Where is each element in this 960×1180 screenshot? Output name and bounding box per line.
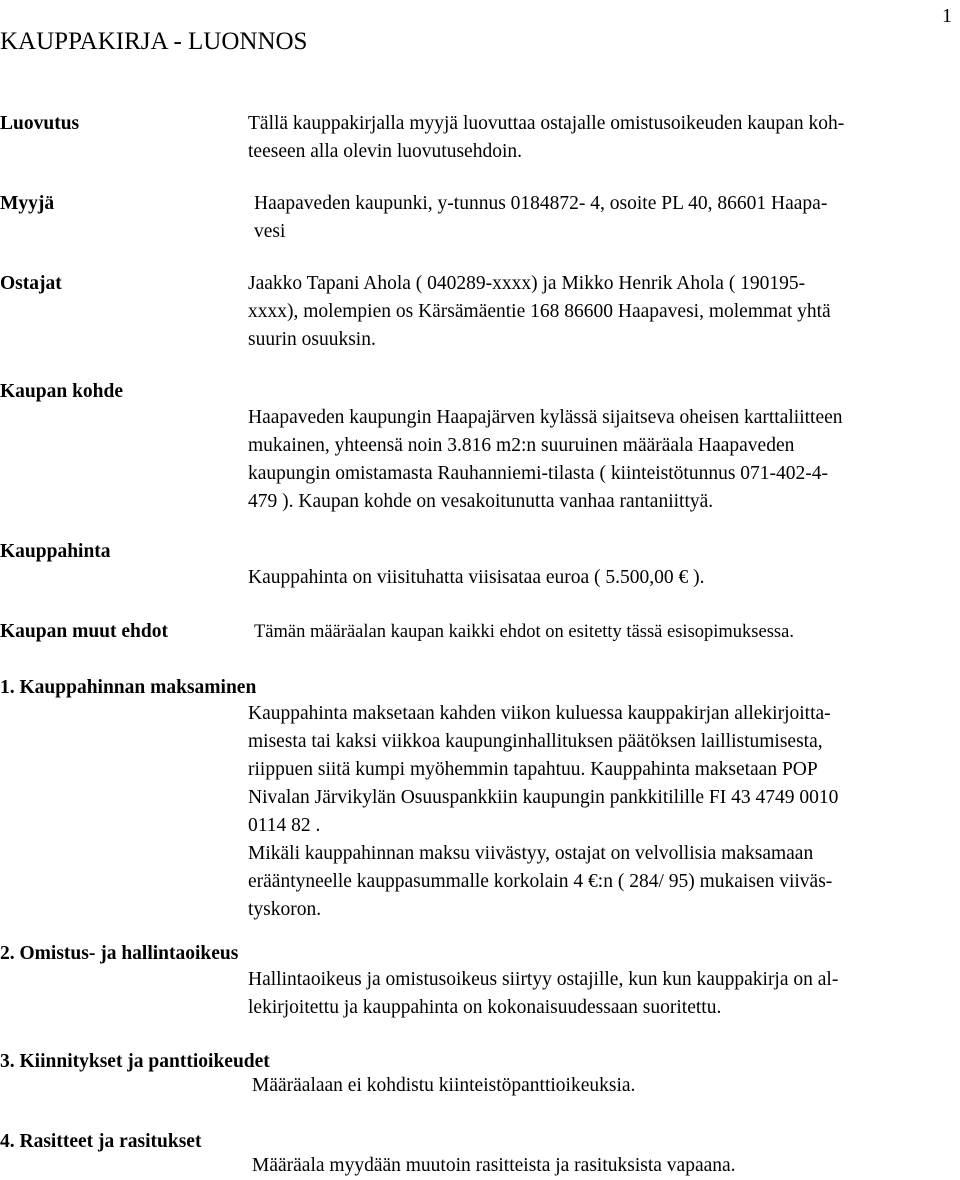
label-ostajat: Ostajat xyxy=(0,273,62,294)
section-body-2 xyxy=(248,966,960,1022)
text-line: xxxx), molempien os Kärsämäentie 168 86600 Haapavesi, molemmat yhtä xyxy=(248,301,831,322)
text-line: mukainen, yhteensä noin 3.816 m2:n suuruinen määräala Haapaveden xyxy=(248,435,795,456)
text-line: 479 ). Kaupan kohde on vesakoitunutta vanhaa rantaniittyä. xyxy=(248,491,714,512)
text-line: Haapaveden kaupunki, y-tunnus 0184872- 4, osoite PL 40, 86601 Haapa- xyxy=(254,193,828,214)
ostajat-text xyxy=(248,270,960,354)
text-line: teeseen alla olevin luovutusehdoin. xyxy=(248,141,523,162)
text-line: Tämän määräalan kaupan kaikki ehdot on esitetty tässä esisopimuksessa. xyxy=(254,622,794,642)
label-myyja: Myyjä xyxy=(0,193,55,214)
section-heading-4: 4. Rasitteet ja rasitukset xyxy=(0,1131,202,1152)
text-line: Määräala myydään muutoin rasitteista ja rasituksista vapaana. xyxy=(252,1155,736,1176)
text-line: 0114 82 . xyxy=(248,815,321,836)
text-line: erääntyneelle kauppasummalle korkolain 4 €:n ( 284/ 95) mukaisen viiväs- xyxy=(248,871,833,892)
label-kaupan-muut-ehdot: Kaupan muut ehdot xyxy=(0,621,168,642)
text-line: vesi xyxy=(254,221,286,242)
kaupan-muut-ehdot-text xyxy=(254,618,960,646)
text-line: Kauppahinta on viisituhatta viisisataa euroa ( 5.500,00 € ). xyxy=(248,567,705,588)
text-line: Haapaveden kaupungin Haapajärven kylässä sijaitseva oheisen karttaliitteen xyxy=(248,407,843,428)
text-line: Jaakko Tapani Ahola ( 040289-xxxx) ja Mikko Henrik Ahola ( 190195- xyxy=(248,273,806,294)
text-line: Tällä kauppakirjalla myyjä luovuttaa ostajalle omistusoikeuden kaupan koh- xyxy=(248,113,845,134)
text-line: Kauppahinta maksetaan kahden viikon kuluessa kauppakirjan allekirjoitta- xyxy=(248,703,831,724)
text-line: Määräalaan ei kohdistu kiinteistöpanttioikeuksia. xyxy=(252,1075,636,1096)
section-body-4 xyxy=(252,1152,960,1180)
text-line: kaupungin omistamasta Rauhanniemi-tilasta ( kiinteistötunnus 071-402-4- xyxy=(248,463,829,484)
label-kaupan-kohde: Kaupan kohde xyxy=(0,381,124,402)
text-line: suurin osuuksin. xyxy=(248,329,376,350)
text-line: Hallintaoikeus ja omistusoikeus siirtyy ostajille, kun kun kauppakirja on al- xyxy=(248,969,839,990)
kaupan-kohde-text xyxy=(248,404,960,516)
label-luovutus: Luovutus xyxy=(0,113,80,134)
page-number: 1 xyxy=(942,5,952,27)
document-title: KAUPPAKIRJA - LUONNOS xyxy=(0,28,308,55)
kauppahinta-text xyxy=(248,564,960,592)
label-kauppahinta: Kauppahinta xyxy=(0,541,111,562)
section-heading-1: 1. Kauppahinnan maksaminen xyxy=(0,677,257,698)
text-line: tyskoron. xyxy=(248,899,322,920)
section-body-1 xyxy=(248,700,960,924)
text-line: Mikäli kauppahinnan maksu viivästyy, ostajat on velvollisia maksamaan xyxy=(248,843,814,864)
section-body-3 xyxy=(252,1072,960,1100)
text-line: lekirjoitettu ja kauppahinta on kokonaisuudessaan suoritettu. xyxy=(248,997,722,1018)
section-heading-2: 2. Omistus- ja hallintaoikeus xyxy=(0,943,239,964)
text-line: riippuen siitä kumpi myöhemmin tapahtuu. Kauppahinta maksetaan POP xyxy=(248,759,818,780)
luovutus-text xyxy=(248,110,960,166)
myyja-text xyxy=(254,190,960,246)
text-line: misesta tai kaksi viikkoa kaupunginhallituksen päätöksen laillistumisesta, xyxy=(248,731,823,752)
section-heading-3: 3. Kiinnitykset ja panttioikeudet xyxy=(0,1051,270,1072)
text-line: Nivalan Järvikylän Osuuspankkiin kaupungin pankkitilille FI 43 4749 0010 xyxy=(248,787,839,808)
